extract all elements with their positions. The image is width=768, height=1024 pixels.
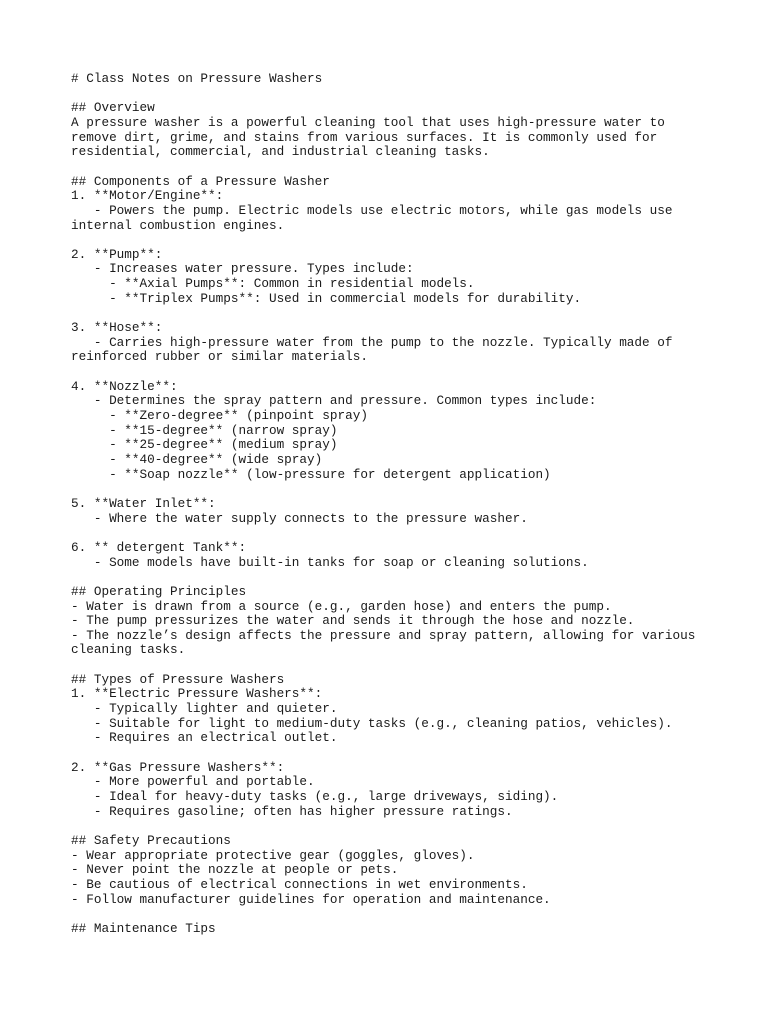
bullet-item: - Never point the nozzle at people or pets. <box>71 862 399 878</box>
text-line: residential, commercial, and industrial cleaning tasks. <box>71 144 490 160</box>
numbered-item: 3. **Hose**: <box>71 320 163 336</box>
numbered-item: 2. **Gas Pressure Washers**: <box>71 759 285 775</box>
bullet-item: - Increases water pressure. Types include: <box>71 261 414 277</box>
blank-line <box>71 482 751 497</box>
blank-line <box>71 526 751 541</box>
blank-line <box>71 365 751 380</box>
blank-line <box>71 570 751 585</box>
numbered-item: 1. **Motor/Engine**: <box>71 188 224 204</box>
bullet-item: - Requires gasoline; often has higher pressure ratings. <box>71 803 513 819</box>
bullet-item: - Determines the spray pattern and pressure. Common types include: <box>71 393 597 409</box>
numbered-item: 1. **Electric Pressure Washers**: <box>71 686 323 702</box>
bullet-item: - **15-degree** (narrow spray) <box>71 422 338 438</box>
bullet-item: - Ideal for heavy-duty tasks (e.g., large driveways, siding). <box>71 789 559 804</box>
blank-line <box>71 160 751 175</box>
bullet-item: - Carries high-pressure water from the pump to the nozzle. Typically made of <box>71 334 673 350</box>
bullet-item: - Wear appropriate protective gear (goggles, gloves). <box>71 847 475 863</box>
bullet-item: - Suitable for light to medium-duty tasks (e.g., cleaning patios, vehicles). <box>71 715 673 731</box>
bullet-item: - Requires an electrical outlet. <box>71 730 338 746</box>
bullet-item: - Where the water supply connects to the pressure washer. <box>71 510 528 526</box>
section-heading: ## Types of Pressure Washers <box>71 671 285 687</box>
bullet-item: - Some models have built-in tanks for soap or cleaning solutions. <box>71 554 589 570</box>
section-heading: ## Maintenance Tips <box>71 920 216 936</box>
section-heading: ## Overview <box>71 100 155 116</box>
bullet-item: - Powers the pump. Electric models use electric motors, while gas models use <box>71 202 673 218</box>
text-line: cleaning tasks. <box>71 642 186 658</box>
bullet-item: - More powerful and portable. <box>71 774 315 790</box>
numbered-item: 2. **Pump**: <box>71 246 163 262</box>
blank-line <box>71 907 751 922</box>
document-body <box>71 72 751 937</box>
bullet-item: - Follow manufacturer guidelines for operation and maintenance. <box>71 891 551 907</box>
bullet-item: - **Zero-degree** (pinpoint spray) <box>71 408 368 424</box>
blank-line <box>71 819 751 834</box>
bullet-item: - **Axial Pumps**: Common in residential models. <box>71 276 475 292</box>
section-heading: ## Components of a Pressure Washer <box>71 173 330 189</box>
text-line: reinforced rubber or similar materials. <box>71 349 368 365</box>
numbered-item: 6. ** detergent Tank**: <box>71 539 247 555</box>
bullet-item: - The nozzle’s design affects the pressure and spray pattern, allowing for various <box>71 627 696 643</box>
bullet-item: - **25-degree** (medium spray) <box>71 437 338 453</box>
numbered-item: 4. **Nozzle**: <box>71 378 178 394</box>
bullet-item: - Water is drawn from a source (e.g., garden hose) and enters the pump. <box>71 598 612 614</box>
blank-line <box>71 658 751 673</box>
bullet-item: - **Triplex Pumps**: Used in commercial models for durability. <box>71 290 582 306</box>
document-title: # Class Notes on Pressure Washers <box>71 71 323 86</box>
numbered-item: 5. **Water Inlet**: <box>71 495 216 511</box>
bullet-item: - Be cautious of electrical connections in wet environments. <box>71 876 528 892</box>
bullet-item: - **40-degree** (wide spray) <box>71 451 323 467</box>
section-heading: ## Operating Principles <box>71 583 247 599</box>
text-line: A pressure washer is a powerful cleaning tool that uses high-pressure water to <box>71 114 665 130</box>
blank-line <box>71 746 751 761</box>
blank-line <box>71 306 751 321</box>
bullet-item: - **Soap nozzle** (low-pressure for detergent application) <box>71 466 551 482</box>
blank-line <box>71 233 751 248</box>
bullet-item: - Typically lighter and quieter. <box>71 701 338 717</box>
text-line: internal combustion engines. <box>71 217 285 233</box>
blank-line <box>71 87 751 102</box>
bullet-item: - The pump pressurizes the water and sends it through the hose and nozzle. <box>71 613 635 629</box>
text-line: remove dirt, grime, and stains from various surfaces. It is commonly used for <box>71 129 658 145</box>
section-heading: ## Safety Precautions <box>71 832 231 848</box>
